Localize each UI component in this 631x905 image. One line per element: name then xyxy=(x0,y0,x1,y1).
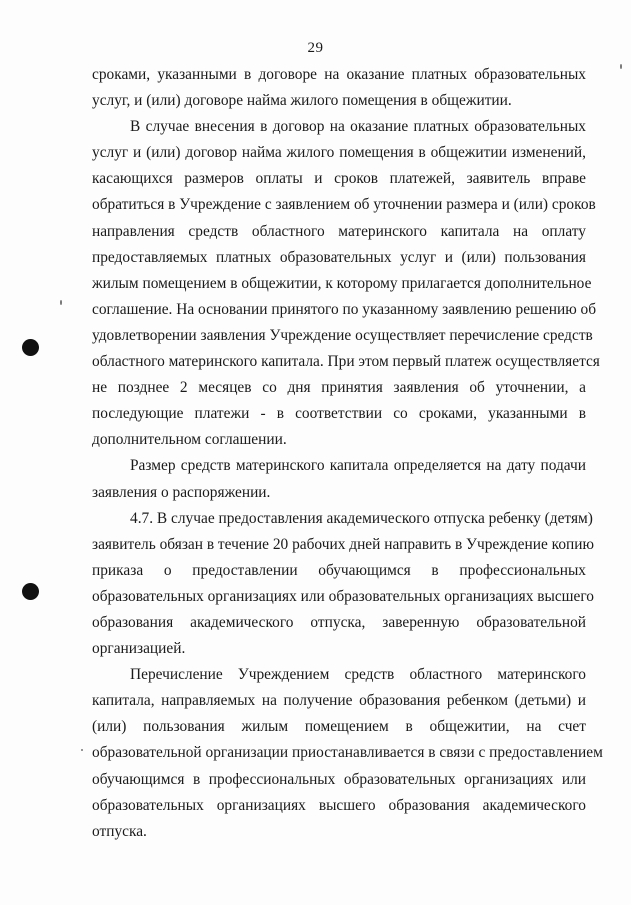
text-line: предоставляемых платных образовательных услуг и (или) пользования xyxy=(92,248,586,266)
scan-speck xyxy=(620,64,622,69)
text-line: отпуска. xyxy=(92,822,147,840)
paragraph xyxy=(92,114,600,453)
text-line: (или) пользования жилым помещением в общежитии, на счет xyxy=(92,718,586,736)
text-line: жилым помещением в общежитии, к которому прилагается дополнительное xyxy=(92,274,592,292)
page-number: 29 xyxy=(307,40,324,56)
text-line: обратиться в Учреждение с заявлением об уточнении размера и (или) сроков xyxy=(92,196,596,214)
text-line: приказа о предоставлении обучающимся в профессиональных xyxy=(92,561,586,579)
text-line: заявления о распоряжении. xyxy=(92,483,271,501)
text-line: последующие платежи - в соответствии со сроками, указанными в xyxy=(92,405,586,423)
text-line: Перечисление Учреждением средств областного материнского xyxy=(130,666,586,684)
text-line: капитала, направляемых на получение образования ребенком (детьми) и xyxy=(92,692,586,710)
text-line: образовательной организации приостанавливается в связи с предоставлением xyxy=(92,744,603,762)
scan-speck xyxy=(81,749,83,751)
paragraph xyxy=(92,62,586,114)
punch-hole-top xyxy=(22,339,39,356)
text-line: направления средств областного материнского капитала на оплату xyxy=(92,222,586,240)
text-line: образовательных организациях высшего образования академического xyxy=(92,796,586,814)
text-line: удовлетворении заявления Учреждение осуществляет перечисление средств xyxy=(92,326,593,344)
text-line: дополнительном соглашении. xyxy=(92,431,287,449)
paragraph xyxy=(92,662,603,845)
paragraph xyxy=(92,506,595,663)
body-text xyxy=(92,62,603,845)
text-line: областного материнского капитала. При этом первый платеж осуществляется xyxy=(92,353,600,371)
text-line: заявитель обязан в течение 20 рабочих дней направить в Учреждение копию xyxy=(92,535,595,553)
text-line: сроками, указанными в договоре на оказание платных образовательных xyxy=(92,66,586,83)
text-line: образования академического отпуска, заверенную образовательной xyxy=(92,613,586,631)
text-line: не позднее 2 месяцев со дня принятия заявления об уточнении, а xyxy=(92,379,586,397)
text-line: обучающимся в профессиональных образовательных организациях или xyxy=(92,770,586,788)
text-line: услуг, и (или) договоре найма жилого помещения в общежитии. xyxy=(92,92,512,110)
text-line: организацией. xyxy=(92,640,186,658)
text-line: соглашение. На основании принятого по указанному заявлению решению об xyxy=(92,300,597,318)
scan-speck xyxy=(60,300,62,305)
text-line: 4.7. В случае предоставления академического отпуска ребенку (детям) xyxy=(130,509,593,527)
paragraph xyxy=(92,453,586,505)
text-line: услуг и (или) договор найма жилого помещения в общежитии изменений, xyxy=(92,144,586,162)
text-line: касающихся размеров оплаты и сроков платежей, заявитель вправе xyxy=(92,170,586,188)
text-line: образовательных организациях или образовательных организациях высшего xyxy=(92,587,594,605)
punch-hole-bottom xyxy=(22,583,39,600)
text-line: Размер средств материнского капитала определяется на дату подачи xyxy=(130,457,586,475)
text-line: В случае внесения в договор на оказание платных образовательных xyxy=(130,118,586,136)
